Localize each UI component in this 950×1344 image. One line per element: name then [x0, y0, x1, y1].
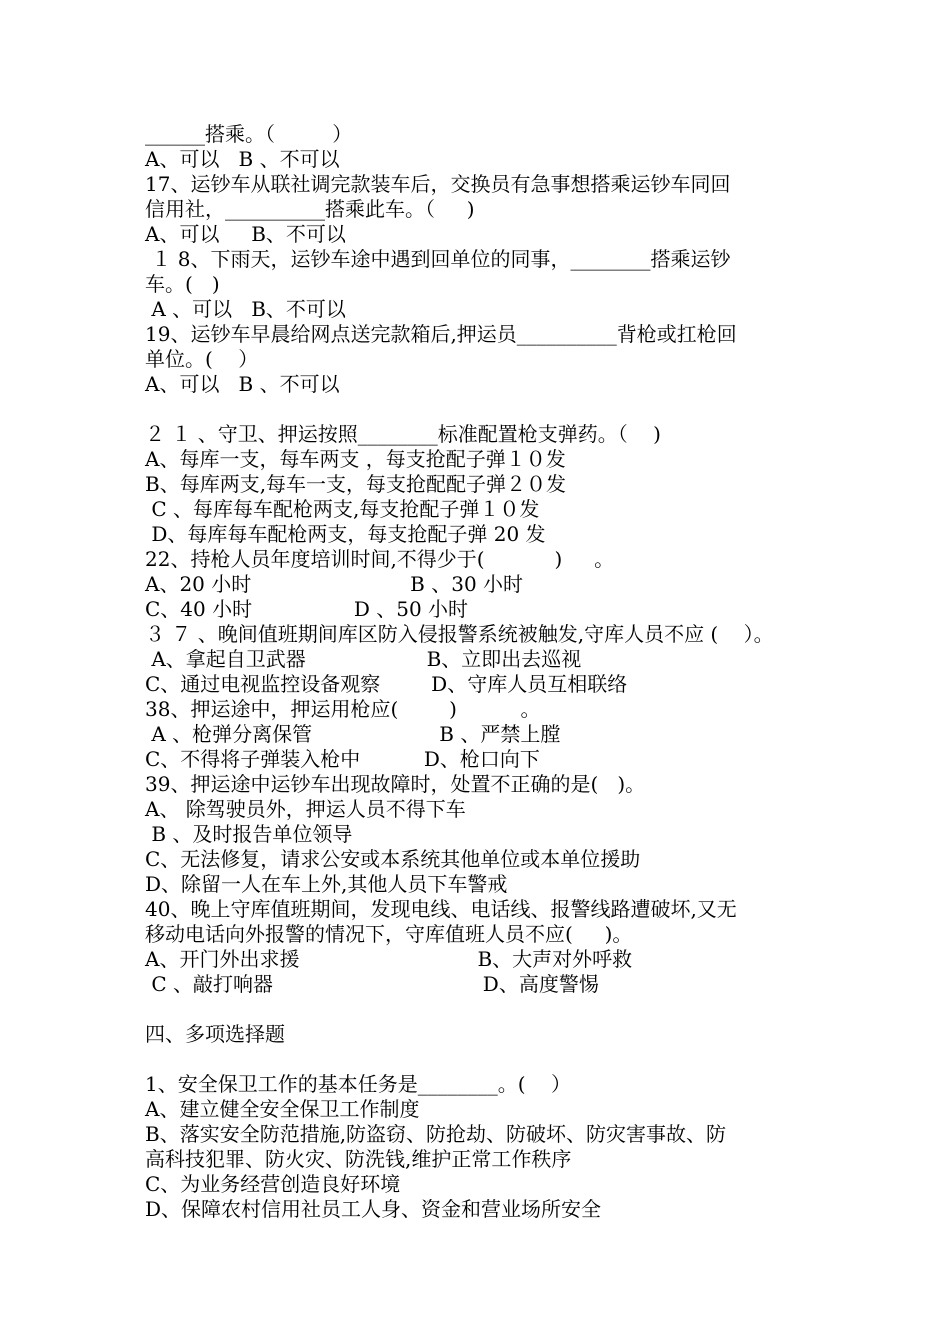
q39-stem: 39、押运途中运钞车出现故障时，处置不正确的是( )。 [145, 772, 646, 796]
q21-option-d: D、每库每车配枪两支，每支抢配子弹 20 发 [145, 522, 546, 546]
q21-option-a: A、每库一支，每车两支 ，每支抢配子弹１０发 [145, 447, 566, 471]
q17-stem-cont: 信用社，__________搭乘此车。（ ) [145, 197, 475, 221]
mq1-option-b-cont: 高科技犯罪、防火灾、防洗钱,维护正常工作秩序 [145, 1147, 572, 1171]
mq1-option-c: C、为业务经营创造良好环境 [145, 1172, 401, 1196]
q38-options-cd: C、不得将子弹装入枪中 D、枪口向下 [145, 747, 540, 771]
q22-options-ab: A、20 小时 B 、30 小时 [145, 572, 524, 596]
q21-stem: ２ １ 、守卫、押运按照________标准配置枪支弹药。（ ) [145, 422, 661, 446]
q38-stem: 38、押运途中，押运用枪应( ) 。 [145, 697, 541, 721]
q40-stem-cont: 移动电话向外报警的情况下，守库值班人员不应( )。 [145, 922, 633, 946]
q22-stem: 22、持枪人员年度培训时间,不得少于( ) 。 [145, 547, 615, 571]
q39-option-d: D、除留一人在车上外,其他人员下车警戒 [145, 872, 508, 896]
mq1-option-a: A、建立健全安全保卫工作制度 [145, 1097, 420, 1121]
mq1-option-d: D、保障农村信用社员工人身、资金和营业场所安全 [145, 1197, 602, 1221]
q40-stem: 40、晚上守库值班期间，发现电线、电话线、报警线路遭破坏,又无 [145, 897, 737, 921]
q22-options-cd: C、40 小时 D 、50 小时 [145, 597, 469, 621]
mq1-option-b: B、落实安全防范措施,防盗窃、防抢劫、防破坏、防灾害事故、防 [145, 1122, 727, 1146]
q39-option-c: C、无法修复，请求公安或本系统其他单位或本单位援助 [145, 847, 641, 871]
q16-options: A、可以 B 、不可以 [145, 147, 340, 171]
q19-stem: 19、运钞车早晨给网点送完款箱后,押运员__________背枪或扛枪回 [145, 322, 737, 346]
q18-stem [145, 247, 730, 272]
mq1-stem: 1、安全保卫工作的基本任务是________。( ） [145, 1072, 571, 1096]
q37-options-cd: C、通过电视监控设备观察 D、守库人员互相联络 [145, 672, 628, 696]
q16-stem-tail: ______搭乘。（ ） [145, 122, 353, 146]
q18-stem-tail: ______搭乘运钞 [590, 247, 731, 271]
q17-options: A、可以 B、不可以 [145, 222, 346, 246]
q38-options-ab: A 、枪弹分离保管 B 、严禁上膛 [145, 722, 561, 746]
q18-stem-head: １ 8、下雨天，运钞车途中遇到回单位的同事，__ [145, 247, 591, 271]
q37-stem: ３ ７ 、晚间值班期间库区防入侵报警系统被触发,守库人员不应 ( ）。 [145, 622, 774, 646]
q39-option-b: B 、及时报告单位领导 [145, 822, 353, 846]
q17-stem: 17、运钞车从联社调完款装车后，交换员有急事想搭乘运钞车同回 [145, 172, 731, 196]
q19-options: A、可以 B 、不可以 [145, 372, 340, 396]
q18-stem-cont: 车。( ) [145, 272, 220, 296]
q39-option-a: A、 除驾驶员外，押运人员不得下车 [145, 797, 466, 821]
q18-options: A 、可以 B、不可以 [145, 297, 346, 321]
q21-option-c: C 、每库每车配枪两支,每支抢配子弹１０发 [145, 497, 540, 521]
q19-stem-cont: 单位。( ） [145, 347, 259, 371]
q40-options-ab: A、开门外出求援 B、大声对外呼救 [145, 947, 633, 971]
section-heading: 四、多项选择题 [145, 1022, 285, 1046]
q40-options-cd: C 、敲打响器 D、高度警惕 [145, 972, 599, 996]
q21-option-b: B、每库两支,每车一支，每支抢配配子弹２０发 [145, 472, 567, 496]
q37-options-ab: A、拿起自卫武器 B、立即出去巡视 [145, 647, 582, 671]
